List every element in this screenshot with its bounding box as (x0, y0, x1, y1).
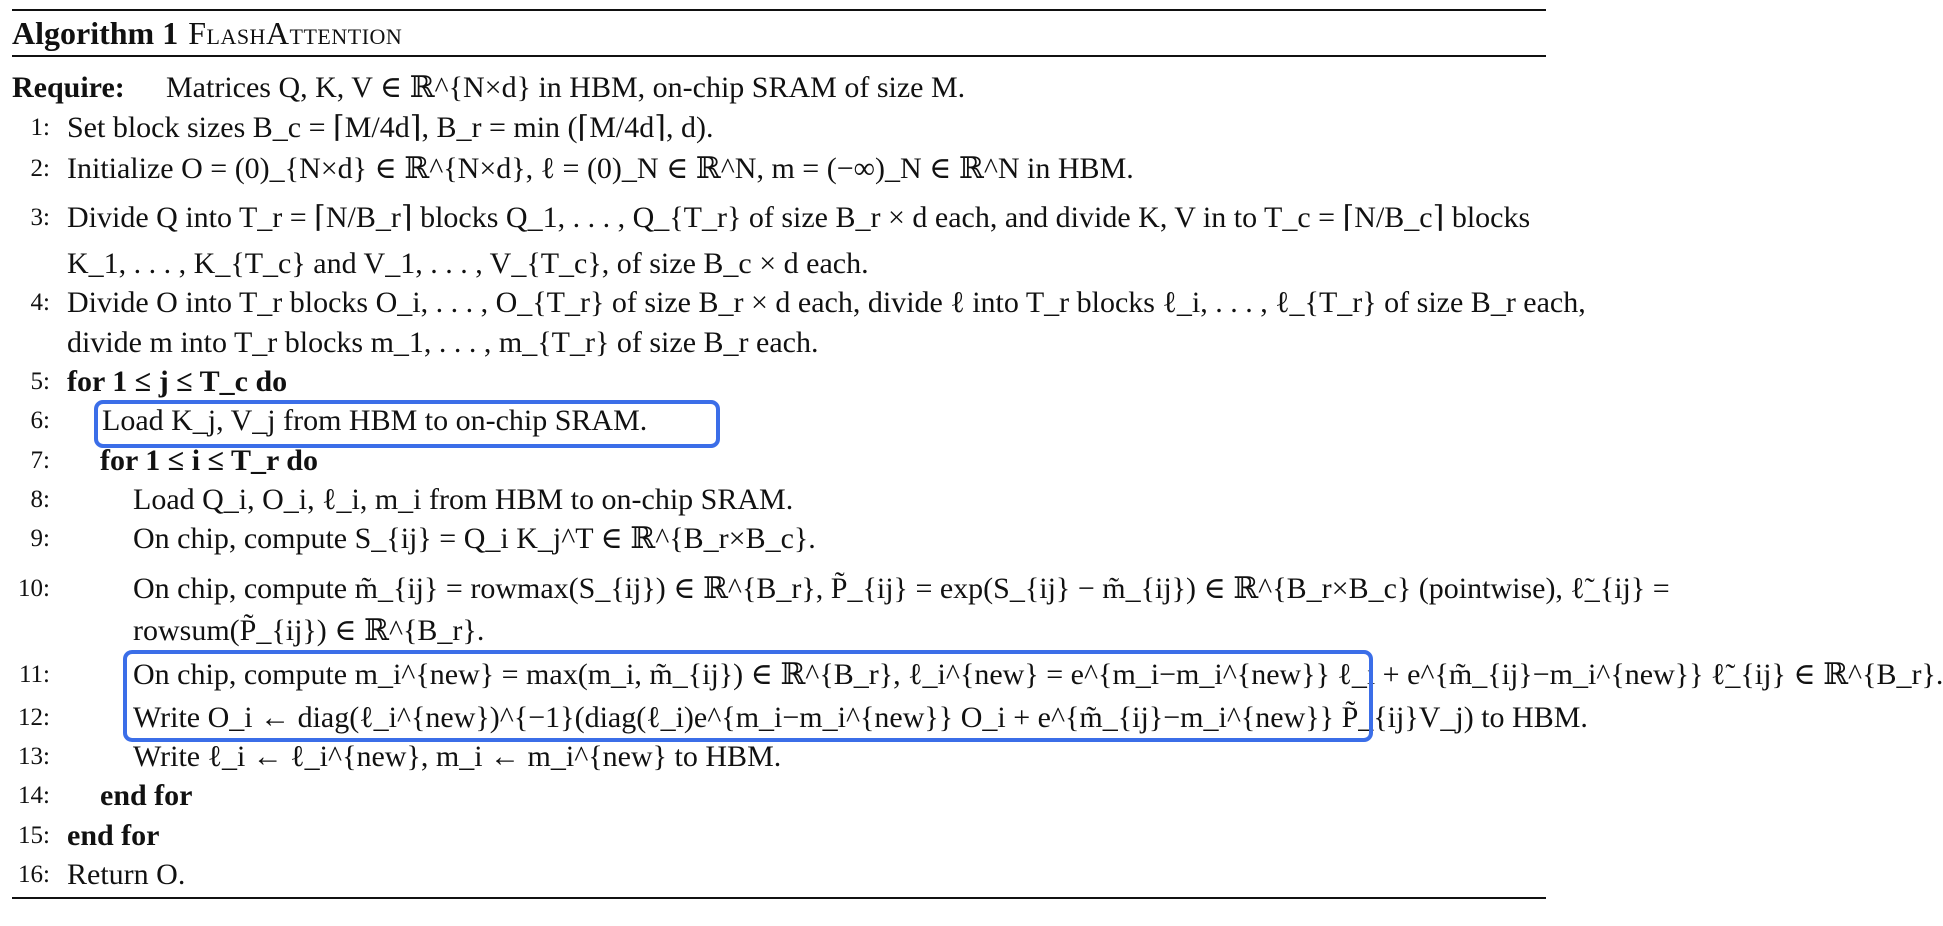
line-number: 5: (30, 368, 50, 395)
line-text: for 1 ≤ i ≤ T_r do (100, 444, 318, 477)
bottom-rule (12, 897, 1546, 899)
line-text: for 1 ≤ j ≤ T_c do (67, 365, 288, 398)
line-number: 2: (30, 155, 50, 182)
line-number: 3: (30, 204, 50, 231)
top-rule (12, 9, 1546, 11)
line-text: On chip, compute S_{ij} = Q_i K_j^T ∈ ℝ^{B_r×B_c}. (133, 522, 816, 555)
line-text: Return O. (67, 858, 186, 891)
line-text-continued: K_1, . . . , K_{T_c} and V_1, . . . , V_{T_c}, of size B_c × d each. (67, 247, 869, 280)
line-text: Set block sizes B_c = ⌈M/4d⌉, B_r = min (⌈M/4d⌉, d). (67, 111, 714, 144)
line-number: 14: (18, 782, 50, 809)
line-number: 10: (18, 575, 50, 602)
line-text-continued: rowsum(P̃_{ij}) ∈ ℝ^{B_r}. (133, 614, 485, 647)
line-number: 9: (30, 525, 50, 552)
header-rule (12, 55, 1546, 57)
line-number: 6: (30, 407, 50, 434)
line-number: 8: (30, 486, 50, 513)
algorithm-name: FlashAttention (188, 15, 403, 51)
algorithm-header (12, 13, 402, 53)
line-text: On chip, compute m̃_{ij} = rowmax(S_{ij}) ∈ ℝ^{B_r}, P̃_{ij} = exp(S_{ij} − m̃_{ij}) ∈ ℝ^{B_r×B_c} (pointwise), ℓ̃_{ij} = (133, 572, 1670, 605)
line-number: 1: (30, 114, 50, 141)
line-number: 12: (18, 704, 50, 731)
line-text: Load Q_i, O_i, ℓ_i, m_i from HBM to on-chip SRAM. (133, 483, 794, 516)
highlight-box-online-softmax (123, 650, 1373, 742)
line-text-continued: divide m into T_r blocks m_1, . . . , m_{T_r} of size B_r each. (67, 326, 819, 359)
line-text: Divide Q into T_r = ⌈N/B_r⌉ blocks Q_1, . . . , Q_{T_r} of size B_r × d each, and divide K, V in to T_c = ⌈N/B_c⌉ blocks (67, 201, 1531, 234)
line-text: Initialize O = (0)_{N×d} ∈ ℝ^{N×d}, ℓ = (0)_N ∈ ℝ^N, m = (−∞)_N ∈ ℝ^N in HBM. (67, 152, 1134, 185)
line-text: end for (67, 819, 160, 852)
line-number: 13: (18, 743, 50, 770)
line-number: 11: (18, 661, 50, 688)
line-text: end for (100, 779, 193, 812)
line-number: 15: (18, 822, 50, 849)
line-text: Write O_i ← diag(ℓ_i^{new})^{−1}(diag(ℓ_i)e^{m_i−m_i^{new}} O_i + e^{m̃_{ij}−m_i^{new}} P̃_{ij}V_j) to HBM. (133, 701, 1588, 734)
line-text: On chip, compute m_i^{new} = max(m_i, m̃_{ij}) ∈ ℝ^{B_r}, ℓ_i^{new} = e^{m_i−m_i^{new}} ℓ_i + e^{m̃_{ij}−m_i^{new}} ℓ̃_{ij} ∈ ℝ^{B_r}. (133, 658, 1943, 691)
line-text: Divide O into T_r blocks O_i, . . . , O_{T_r} of size B_r × d each, divide ℓ into T_r blocks ℓ_i, . . . , ℓ_{T_r} of size B_r each, (67, 286, 1586, 319)
require-keyword: Require: (12, 71, 125, 104)
algorithm-label: Algorithm 1 (12, 15, 179, 51)
line-text: Write ℓ_i ← ℓ_i^{new}, m_i ← m_i^{new} to HBM. (133, 740, 782, 773)
line-number: 16: (18, 861, 50, 888)
line-text: Load K_j, V_j from HBM to on-chip SRAM. (102, 404, 648, 437)
highlight-box-load-kv (94, 400, 720, 448)
require-text: Matrices Q, K, V ∈ ℝ^{N×d} in HBM, on-chip SRAM of size M. (166, 71, 966, 104)
line-number: 4: (30, 289, 50, 316)
line-number: 7: (30, 447, 50, 474)
